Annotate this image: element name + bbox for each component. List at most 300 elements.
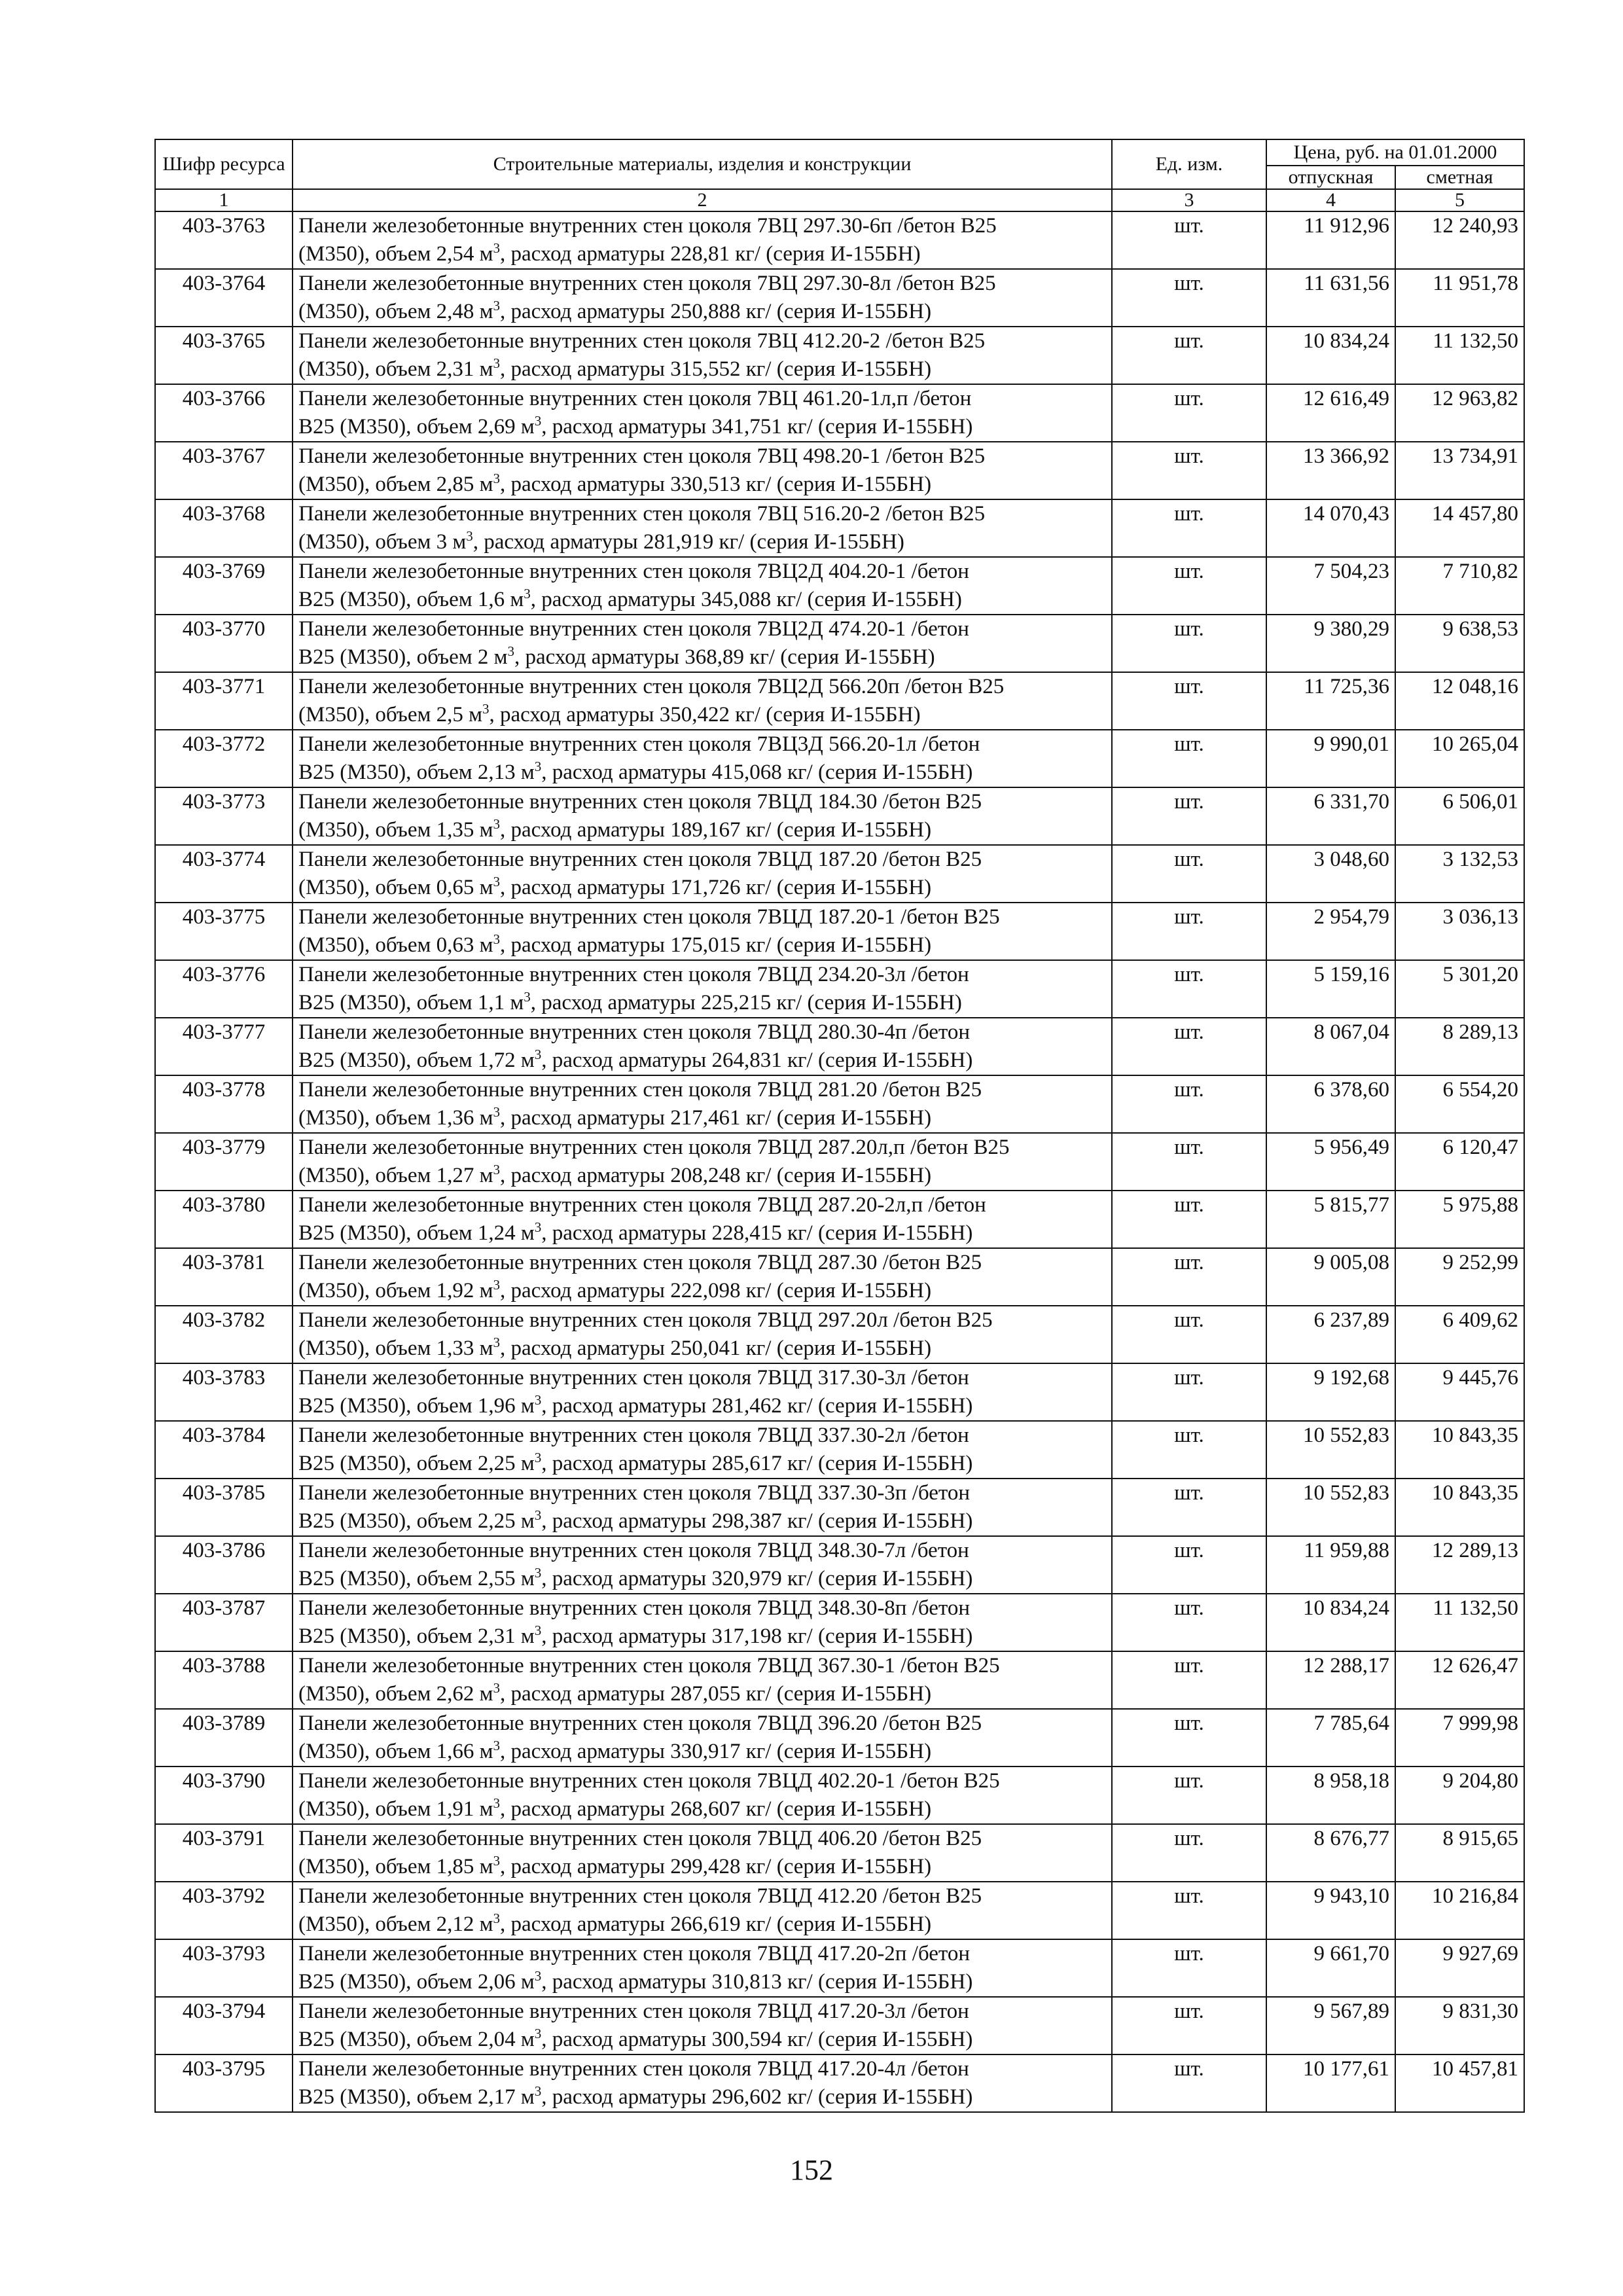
description-volume: В25 (М350), объем 2,55 м [298,1567,535,1590]
cubic-superscript: 3 [534,1507,542,1523]
cubic-superscript: 3 [493,1738,501,1753]
description-line: Панели железобетонные внутренних стен цоколя 7ВЦД 412.20 /бетон В25 [298,1884,982,1908]
table-row [155,1939,1524,1997]
unit-of-measure: шт. [1112,1939,1266,1997]
description-reinforcement: , расход арматуры 345,088 кг/ (серия И-155БН) [530,588,962,611]
cubic-superscript: 3 [534,1047,542,1062]
description-reinforcement: , расход арматуры 287,055 кг/ (серия И-155БН) [500,1682,932,1706]
resource-code: 403-3788 [155,1651,293,1709]
description-line: Панели железобетонные внутренних стен цоколя 7ВЦД 287.30 /бетон В25 [298,1251,982,1274]
description-volume: В25 (М350), объем 1,1 м [298,991,524,1014]
price-release: 6 378,60 [1266,1075,1395,1133]
price-estimate: 9 445,76 [1395,1363,1524,1421]
table-row [155,1421,1524,1479]
resource-code: 403-3786 [155,1536,293,1594]
unit-of-measure: шт. [1112,1882,1266,1939]
description-reinforcement: , расход арматуры 281,919 кг/ (серия И-155БН) [473,530,904,554]
description-line: Панели железобетонные внутренних стен цоколя 7ВЦД 297.20л /бетон В25 [298,1308,993,1332]
table-row [155,672,1524,730]
resource-code: 403-3783 [155,1363,293,1421]
header-unit: Ед. изм. [1112,139,1266,189]
description-reinforcement: , расход арматуры 228,81 кг/ (серия И-155БН) [500,242,921,266]
price-release: 9 990,01 [1266,730,1395,787]
unit-of-measure: шт. [1112,1421,1266,1479]
price-release: 13 366,92 [1266,442,1395,499]
description-volume: (М350), объем 1,27 м [298,1164,493,1187]
description-reinforcement: , расход арматуры 341,751 кг/ (серия И-155БН) [541,415,973,439]
price-estimate: 5 301,20 [1395,960,1524,1018]
material-description [293,1709,1112,1767]
price-release: 7 504,23 [1266,557,1395,615]
material-description [293,1997,1112,2054]
description-reinforcement: , расход арматуры 315,552 кг/ (серия И-155БН) [500,357,932,381]
column-number: 3 [1112,189,1266,211]
table-row [155,499,1524,557]
material-description [293,787,1112,845]
price-estimate: 7 999,98 [1395,1709,1524,1767]
cubic-superscript: 3 [534,2083,542,2099]
cubic-superscript: 3 [493,471,501,486]
unit-of-measure: шт. [1112,2054,1266,2112]
resource-code: 403-3789 [155,1709,293,1767]
price-release: 2 954,79 [1266,903,1395,960]
description-reinforcement: , расход арматуры 228,415 кг/ (серия И-155БН) [541,1221,973,1245]
price-release: 11 912,96 [1266,211,1395,269]
resource-code: 403-3765 [155,327,293,384]
price-table [154,139,1525,2113]
resource-code: 403-3782 [155,1306,293,1363]
resource-code: 403-3791 [155,1824,293,1882]
price-estimate: 10 457,81 [1395,2054,1524,2112]
header-price-estimate: сметная [1395,166,1524,189]
price-estimate: 10 843,35 [1395,1479,1524,1536]
description-reinforcement: , расход арматуры 298,387 кг/ (серия И-155БН) [541,1509,973,1533]
description-line: Панели железобетонные внутренних стен цоколя 7ВЦ 412.20-2 /бетон В25 [298,329,986,353]
price-release: 11 959,88 [1266,1536,1395,1594]
description-reinforcement: , расход арматуры 171,726 кг/ (серия И-155БН) [500,876,932,899]
description-reinforcement: , расход арматуры 320,979 кг/ (серия И-155БН) [541,1567,973,1590]
cubic-superscript: 3 [534,1450,542,1465]
unit-of-measure: шт. [1112,1594,1266,1651]
material-description [293,1594,1112,1651]
resource-code: 403-3774 [155,845,293,903]
cubic-superscript: 3 [493,298,501,314]
unit-of-measure: шт. [1112,1479,1266,1536]
price-release: 10 552,83 [1266,1479,1395,1536]
price-release: 8 067,04 [1266,1018,1395,1075]
price-estimate: 11 132,50 [1395,1594,1524,1651]
description-line: Панели железобетонные внутренних стен цоколя 7ВЦ 297.30-8л /бетон В25 [298,272,996,295]
cubic-superscript: 3 [466,528,473,544]
price-estimate: 8 289,13 [1395,1018,1524,1075]
description-line: Панели железобетонные внутренних стен цоколя 7ВЦД 406.20 /бетон В25 [298,1827,982,1850]
table-row [155,1594,1524,1651]
column-number: 2 [293,189,1112,211]
material-description [293,1133,1112,1191]
resource-code: 403-3768 [155,499,293,557]
header-code: Шифр ресурса [155,139,293,189]
cubic-superscript: 3 [493,874,501,889]
table-row [155,557,1524,615]
description-reinforcement: , расход арматуры 264,831 кг/ (серия И-155БН) [541,1049,973,1072]
price-release: 5 815,77 [1266,1191,1395,1248]
resource-code: 403-3776 [155,960,293,1018]
table-row [155,1997,1524,2054]
resource-code: 403-3794 [155,1997,293,2054]
description-volume: (М350), объем 2,12 м [298,1912,493,1936]
description-volume: В25 (М350), объем 2,04 м [298,2028,535,2051]
cubic-superscript: 3 [493,931,501,947]
resource-code: 403-3764 [155,269,293,327]
unit-of-measure: шт. [1112,960,1266,1018]
material-description [293,1824,1112,1882]
description-volume: В25 (М350), объем 1,24 м [298,1221,535,1245]
cubic-superscript: 3 [534,1565,542,1581]
material-description [293,1767,1112,1824]
description-reinforcement: , расход арматуры 217,461 кг/ (серия И-155БН) [500,1106,932,1130]
table-row [155,269,1524,327]
description-line: Панели железобетонные внутренних стен цоколя 7ВЦ 461.20-1л,п /бетон [298,387,972,410]
resource-code: 403-3792 [155,1882,293,1939]
cubic-superscript: 3 [524,989,531,1005]
resource-code: 403-3781 [155,1248,293,1306]
unit-of-measure: шт. [1112,1018,1266,1075]
unit-of-measure: шт. [1112,1363,1266,1421]
table-row [155,1536,1524,1594]
table-row [155,327,1524,384]
price-estimate: 13 734,91 [1395,442,1524,499]
description-line: Панели железобетонные внутренних стен цоколя 7ВЦ2Д 474.20-1 /бетон [298,617,969,641]
description-reinforcement: , расход арматуры 285,617 кг/ (серия И-155БН) [541,1452,973,1475]
unit-of-measure: шт. [1112,384,1266,442]
price-estimate: 9 831,30 [1395,1997,1524,2054]
cubic-superscript: 3 [534,1968,542,1984]
description-volume: В25 (М350), объем 1,72 м [298,1049,535,1072]
description-volume: (М350), объем 1,92 м [298,1279,493,1302]
resource-code: 403-3787 [155,1594,293,1651]
table-row [155,442,1524,499]
description-volume: В25 (М350), объем 1,6 м [298,588,524,611]
description-reinforcement: , расход арматуры 299,428 кг/ (серия И-155БН) [500,1855,932,1878]
resource-code: 403-3763 [155,211,293,269]
resource-code: 403-3770 [155,615,293,672]
description-reinforcement: , расход арматуры 208,248 кг/ (серия И-155БН) [500,1164,932,1187]
description-volume: В25 (М350), объем 2,31 м [298,1624,535,1648]
description-reinforcement: , расход арматуры 300,594 кг/ (серия И-155БН) [541,2028,973,2051]
description-line: Панели железобетонные внутренних стен цоколя 7ВЦД 287.20-2л,п /бетон [298,1193,986,1217]
price-release: 9 380,29 [1266,615,1395,672]
price-estimate: 6 120,47 [1395,1133,1524,1191]
price-estimate: 6 506,01 [1395,787,1524,845]
price-release: 10 552,83 [1266,1421,1395,1479]
cubic-superscript: 3 [493,1795,501,1811]
price-estimate: 9 638,53 [1395,615,1524,672]
unit-of-measure: шт. [1112,557,1266,615]
material-description [293,1075,1112,1133]
resource-code: 403-3772 [155,730,293,787]
description-volume: (М350), объем 2,31 м [298,357,493,381]
description-volume: В25 (М350), объем 2 м [298,645,508,669]
table-row [155,1248,1524,1306]
unit-of-measure: шт. [1112,672,1266,730]
description-volume: (М350), объем 3 м [298,530,467,554]
material-description [293,1018,1112,1075]
material-description [293,442,1112,499]
description-volume: В25 (М350), объем 2,17 м [298,2085,535,2109]
description-line: Панели железобетонные внутренних стен цоколя 7ВЦД 337.30-3п /бетон [298,1481,971,1505]
table-row [155,787,1524,845]
material-description [293,499,1112,557]
material-description [293,903,1112,960]
description-volume: В25 (М350), объем 2,69 м [298,415,535,439]
price-release: 3 048,60 [1266,845,1395,903]
description-line: Панели железобетонные внутренних стен цоколя 7ВЦД 417.20-3л /бетон [298,2000,969,2023]
unit-of-measure: шт. [1112,327,1266,384]
description-reinforcement: , расход арматуры 330,917 кг/ (серия И-155БН) [500,1740,932,1763]
description-line: Панели железобетонные внутренних стен цоколя 7ВЦД 396.20 /бетон В25 [298,1712,982,1735]
cubic-superscript: 3 [534,413,542,429]
table-row [155,1767,1524,1824]
description-volume: (М350), объем 2,54 м [298,242,493,266]
table-row [155,960,1524,1018]
column-number: 1 [155,189,293,211]
description-volume: (М350), объем 2,5 м [298,703,483,726]
price-release: 9 005,08 [1266,1248,1395,1306]
material-description [293,960,1112,1018]
description-volume: (М350), объем 1,91 м [298,1797,493,1821]
table-row [155,1882,1524,1939]
cubic-superscript: 3 [493,1335,501,1350]
description-volume: (М350), объем 1,66 м [298,1740,493,1763]
description-line: Панели железобетонные внутренних стен цоколя 7ВЦД 348.30-8п /бетон [298,1596,971,1620]
price-estimate: 10 216,84 [1395,1882,1524,1939]
price-estimate: 12 240,93 [1395,211,1524,269]
unit-of-measure: шт. [1112,499,1266,557]
table-row [155,1133,1524,1191]
description-reinforcement: , расход арматуры 310,813 кг/ (серия И-155БН) [541,1970,973,1994]
material-description [293,1939,1112,1997]
table-row [155,845,1524,903]
table-row [155,384,1524,442]
material-description [293,1306,1112,1363]
resource-code: 403-3775 [155,903,293,960]
resource-code: 403-3766 [155,384,293,442]
price-release: 6 237,89 [1266,1306,1395,1363]
material-description [293,1479,1112,1536]
cubic-superscript: 3 [493,1277,501,1293]
price-estimate: 7 710,82 [1395,557,1524,615]
material-description [293,1421,1112,1479]
description-line: Панели железобетонные внутренних стен цоколя 7ВЦД 367.30-1 /бетон В25 [298,1654,1000,1677]
description-volume: (М350), объем 1,33 м [298,1336,493,1360]
material-description [293,672,1112,730]
table-row [155,1306,1524,1363]
cubic-superscript: 3 [493,1104,501,1120]
unit-of-measure: шт. [1112,903,1266,960]
description-volume: (М350), объем 0,63 м [298,933,493,957]
material-description [293,615,1112,672]
resource-code: 403-3778 [155,1075,293,1133]
table-row [155,1651,1524,1709]
description-line: Панели железобетонные внутренних стен цоколя 7ВЦ3Д 566.20-1л /бетон [298,732,980,756]
description-line: Панели железобетонные внутренних стен цоколя 7ВЦД 417.20-4л /бетон [298,2057,969,2081]
material-description [293,384,1112,442]
material-description [293,1191,1112,1248]
price-estimate: 10 265,04 [1395,730,1524,787]
unit-of-measure: шт. [1112,1824,1266,1882]
material-description [293,2054,1112,2112]
price-estimate: 9 927,69 [1395,1939,1524,1997]
description-reinforcement: , расход арматуры 368,89 кг/ (серия И-155БН) [514,645,935,669]
description-line: Панели железобетонные внутренних стен цоколя 7ВЦД 317.30-3л /бетон [298,1366,969,1390]
description-reinforcement: , расход арматуры 317,198 кг/ (серия И-155БН) [541,1624,973,1648]
resource-code: 403-3767 [155,442,293,499]
resource-code: 403-3779 [155,1133,293,1191]
table-row [155,1075,1524,1133]
table-body [155,211,1524,2112]
description-reinforcement: , расход арматуры 250,888 кг/ (серия И-155БН) [500,300,932,323]
table-header [155,139,1524,211]
unit-of-measure: шт. [1112,1767,1266,1824]
description-volume: (М350), объем 2,62 м [298,1682,493,1706]
price-release: 6 331,70 [1266,787,1395,845]
unit-of-measure: шт. [1112,1651,1266,1709]
description-line: Панели железобетонные внутренних стен цоколя 7ВЦ 498.20-1 /бетон В25 [298,444,986,468]
description-line: Панели железобетонные внутренних стен цоколя 7ВЦ2Д 566.20п /бетон В25 [298,675,1005,698]
resource-code: 403-3773 [155,787,293,845]
price-estimate: 14 457,80 [1395,499,1524,557]
price-release: 9 192,68 [1266,1363,1395,1421]
header-price-group: Цена, руб. на 01.01.2000 [1266,139,1524,166]
unit-of-measure: шт. [1112,845,1266,903]
cubic-superscript: 3 [493,1162,501,1177]
description-volume: В25 (М350), объем 2,13 м [298,761,535,784]
price-release: 12 616,49 [1266,384,1395,442]
table-row [155,211,1524,269]
price-estimate: 11 132,50 [1395,327,1524,384]
price-estimate: 5 975,88 [1395,1191,1524,1248]
material-description [293,1536,1112,1594]
price-release: 10 834,24 [1266,327,1395,384]
cubic-superscript: 3 [534,1392,542,1408]
cubic-superscript: 3 [493,1910,501,1926]
table-row [155,1824,1524,1882]
description-reinforcement: , расход арматуры 266,619 кг/ (серия И-155БН) [500,1912,932,1936]
resource-code: 403-3790 [155,1767,293,1824]
description-volume: (М350), объем 1,35 м [298,818,493,842]
description-line: Панели железобетонные внутренних стен цоколя 7ВЦД 281.20 /бетон В25 [298,1078,982,1102]
cubic-superscript: 3 [493,816,501,832]
price-estimate: 12 289,13 [1395,1536,1524,1594]
price-release: 11 725,36 [1266,672,1395,730]
description-volume: (М350), объем 0,65 м [298,876,493,899]
material-description [293,269,1112,327]
unit-of-measure: шт. [1112,1191,1266,1248]
description-reinforcement: , расход арматуры 330,513 кг/ (серия И-155БН) [500,473,932,496]
price-estimate: 12 048,16 [1395,672,1524,730]
description-reinforcement: , расход арматуры 250,041 кг/ (серия И-155БН) [500,1336,932,1360]
table-row [155,2054,1524,2112]
price-estimate: 6 409,62 [1395,1306,1524,1363]
description-reinforcement: , расход арматуры 189,167 кг/ (серия И-155БН) [500,818,932,842]
description-reinforcement: , расход арматуры 222,098 кг/ (серия И-155БН) [500,1279,932,1302]
cubic-superscript: 3 [493,1680,501,1696]
material-description [293,1248,1112,1306]
description-reinforcement: , расход арматуры 350,422 кг/ (серия И-155БН) [489,703,921,726]
description-volume: (М350), объем 1,85 м [298,1855,493,1878]
cubic-superscript: 3 [493,240,501,256]
description-reinforcement: , расход арматуры 296,602 кг/ (серия И-155БН) [541,2085,973,2109]
description-line: Панели железобетонные внутренних стен цоколя 7ВЦД 280.30-4п /бетон [298,1020,971,1044]
resource-code: 403-3769 [155,557,293,615]
description-line: Панели железобетонные внутренних стен цоколя 7ВЦД 234.20-3л /бетон [298,963,969,986]
unit-of-measure: шт. [1112,211,1266,269]
price-release: 9 943,10 [1266,1882,1395,1939]
price-estimate: 9 204,80 [1395,1767,1524,1824]
resource-code: 403-3795 [155,2054,293,2112]
table-row [155,1709,1524,1767]
material-description [293,557,1112,615]
table-row [155,730,1524,787]
cubic-superscript: 3 [493,355,501,371]
description-line: Панели железобетонные внутренних стен цоколя 7ВЦД 348.30-7л /бетон [298,1539,969,1562]
price-estimate: 10 843,35 [1395,1421,1524,1479]
price-release: 5 956,49 [1266,1133,1395,1191]
description-line: Панели железобетонные внутренних стен цоколя 7ВЦД 287.20л,п /бетон В25 [298,1136,1010,1159]
description-line: Панели железобетонные внутренних стен цоколя 7ВЦД 184.30 /бетон В25 [298,790,982,814]
description-volume: (М350), объем 2,48 м [298,300,493,323]
unit-of-measure: шт. [1112,730,1266,787]
resource-code: 403-3780 [155,1191,293,1248]
description-reinforcement: , расход арматуры 225,215 кг/ (серия И-155БН) [530,991,962,1014]
description-volume: (М350), объем 2,85 м [298,473,493,496]
unit-of-measure: шт. [1112,1075,1266,1133]
table-row [155,615,1524,672]
unit-of-measure: шт. [1112,269,1266,327]
page-number: 152 [790,2154,833,2186]
column-number: 5 [1395,189,1524,211]
description-reinforcement: , расход арматуры 281,462 кг/ (серия И-155БН) [541,1394,973,1418]
unit-of-measure: шт. [1112,1133,1266,1191]
description-volume: В25 (М350), объем 1,96 м [298,1394,535,1418]
header-price-release: отпускная [1266,166,1395,189]
price-estimate: 8 915,65 [1395,1824,1524,1882]
price-release: 10 834,24 [1266,1594,1395,1651]
description-line: Панели железобетонные внутренних стен цоколя 7ВЦД 187.20-1 /бетон В25 [298,905,1000,929]
column-number: 4 [1266,189,1395,211]
description-line: Панели железобетонные внутренних стен цоколя 7ВЦД 187.20 /бетон В25 [298,848,982,871]
material-description [293,1651,1112,1709]
cubic-superscript: 3 [534,759,542,774]
price-estimate: 3 132,53 [1395,845,1524,903]
description-reinforcement: , расход арматуры 175,015 кг/ (серия И-155БН) [500,933,932,957]
resource-code: 403-3784 [155,1421,293,1479]
unit-of-measure: шт. [1112,1306,1266,1363]
description-line: Панели железобетонные внутренних стен цоколя 7ВЦ2Д 404.20-1 /бетон [298,560,969,583]
material-description [293,845,1112,903]
price-release: 10 177,61 [1266,2054,1395,2112]
description-volume: В25 (М350), объем 2,25 м [298,1452,535,1475]
description-reinforcement: , расход арматуры 415,068 кг/ (серия И-155БН) [541,761,973,784]
description-line: Панели железобетонные внутренних стен цоколя 7ВЦ 297.30-6п /бетон В25 [298,214,997,238]
cubic-superscript: 3 [524,586,531,601]
price-estimate: 9 252,99 [1395,1248,1524,1306]
description-line: Панели железобетонные внутренних стен цоколя 7ВЦД 417.20-2п /бетон [298,1942,971,1965]
resource-code: 403-3785 [155,1479,293,1536]
price-release: 9 567,89 [1266,1997,1395,2054]
unit-of-measure: шт. [1112,1536,1266,1594]
price-release: 11 631,56 [1266,269,1395,327]
